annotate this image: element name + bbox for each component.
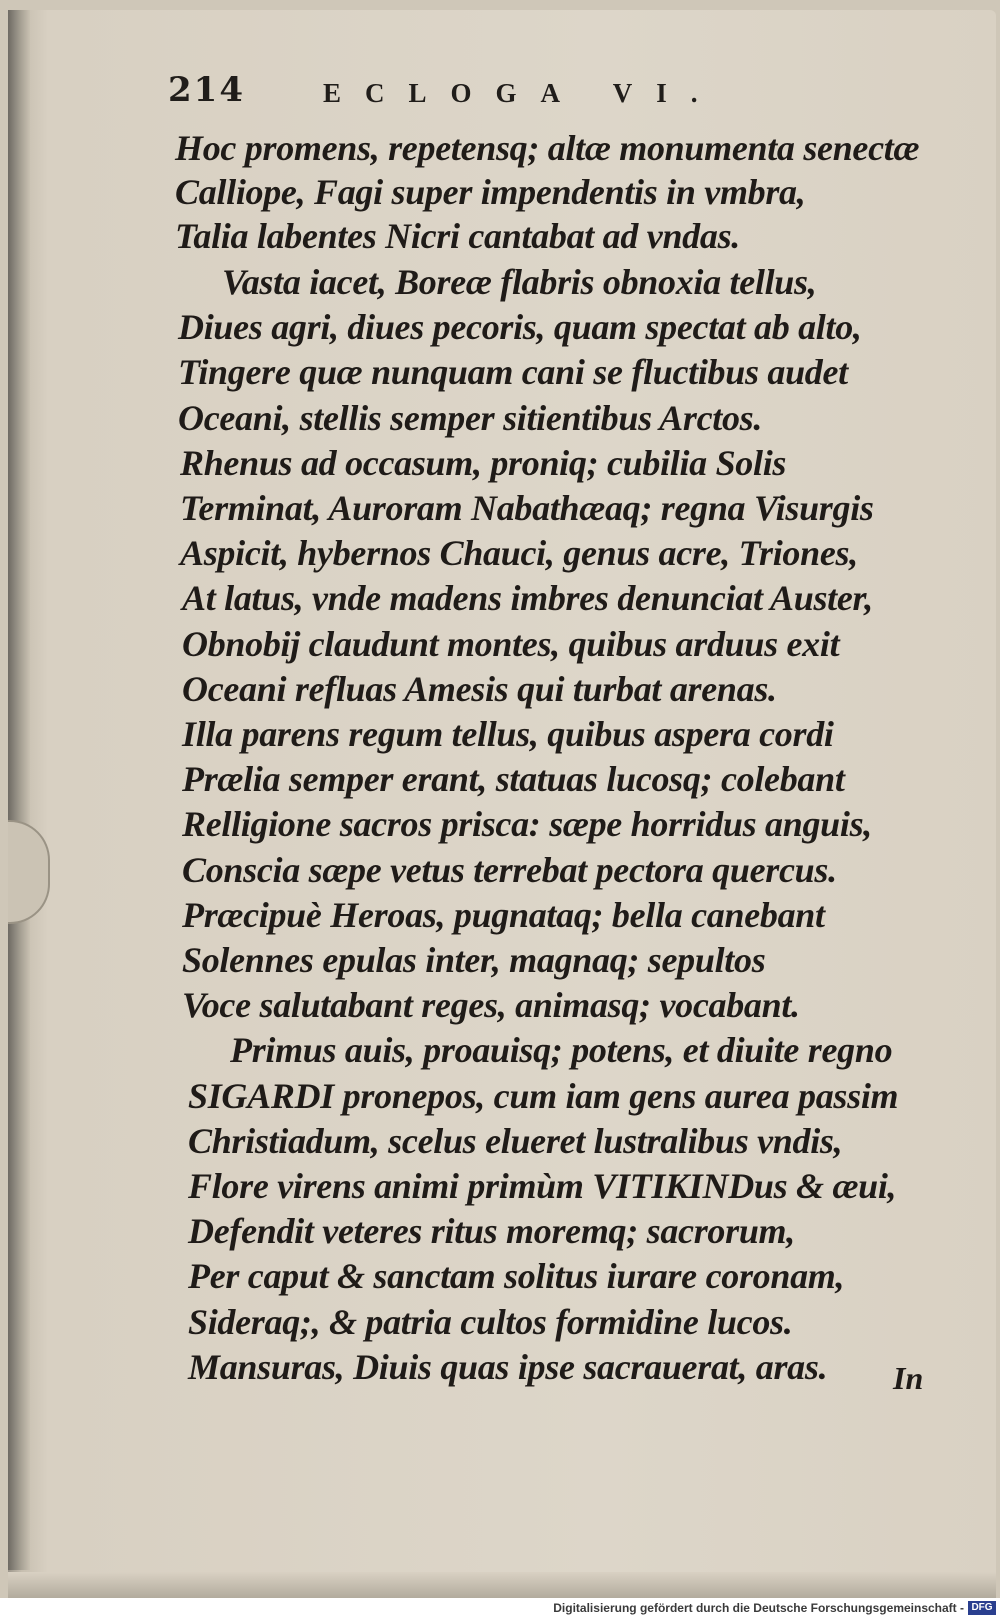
verse-line: Per caput & sanctam solitus iurare coronam,	[188, 1256, 845, 1296]
verse-line: Talia labentes Nicri cantabat ad vndas.	[175, 216, 740, 256]
verse-line: Relligione sacros prisca: sæpe horridus anguis,	[182, 804, 873, 844]
verse-line: Sideraq;, & patria cultos formidine lucos.	[188, 1302, 793, 1342]
verse-line: Vasta iacet, Boreæ flabris obnoxia tellus,	[222, 262, 817, 302]
verse-line: Tingere quæ nunquam cani se fluctibus audet	[178, 352, 848, 392]
page-tab	[8, 820, 50, 924]
verse-line: SIGARDI pronepos, cum iam gens aurea passim	[188, 1076, 899, 1116]
page-bottom-edge	[8, 1572, 996, 1598]
verse-line: Diues agri, diues pecoris, quam spectat ab alto,	[178, 307, 862, 347]
funding-credit: Digitalisierung gefördert durch die Deutsche Forschungsgemeinschaft -	[553, 1601, 964, 1615]
verse-line: Flore virens animi primùm VITIKINDus & æui,	[188, 1166, 897, 1206]
verse-line: Calliope, Fagi super impendentis in vmbra,	[175, 172, 806, 212]
verse-line: Voce salutabant reges, animasq; vocabant.	[182, 985, 800, 1025]
verse-line: Terminat, Auroram Nabathæaq; regna Visurgis	[180, 488, 874, 528]
verse-line: Defendit veteres ritus moremq; sacrorum,	[188, 1211, 795, 1251]
running-title: ECLOGA VI.	[323, 78, 722, 108]
verse-line: Christiadum, scelus elueret lustralibus vndis,	[188, 1121, 843, 1161]
page-header	[168, 70, 928, 116]
verse-line: Obnobij claudunt montes, quibus arduus exit	[182, 624, 840, 664]
verse-line: Mansuras, Diuis quas ipse sacrauerat, aras.	[188, 1347, 828, 1387]
verse-line: Prælia semper erant, statuas lucosq; colebant	[182, 759, 845, 799]
verse-line: Rhenus ad occasum, proniq; cubilia Solis	[180, 443, 787, 483]
verse-line: Primus auis, proauisq; potens, et diuite regno	[230, 1030, 893, 1070]
catchword: In	[893, 1360, 924, 1396]
page-number: 214	[168, 70, 245, 110]
verse-line: Oceani, stellis semper sitientibus Arctos.	[178, 398, 763, 438]
digitization-footer	[0, 1598, 1000, 1620]
verse-line: Solennes epulas inter, magnaq; sepultos	[182, 940, 766, 980]
verse-line: Illa parens regum tellus, quibus aspera cordi	[182, 714, 834, 754]
page-gutter	[8, 10, 30, 1570]
verse-line: Conscia sæpe vetus terrebat pectora quercus.	[182, 850, 837, 890]
verse-line: Præcipuè Heroas, pugnataq; bella canebant	[182, 895, 825, 935]
book-page	[8, 10, 996, 1598]
dfg-logo: DFG	[968, 1601, 996, 1615]
verse-line: Aspicit, hybernos Chauci, genus acre, Triones,	[180, 533, 858, 573]
verse-line: At latus, vnde madens imbres denunciat Auster,	[182, 578, 873, 618]
verse-line: Oceani refluas Amesis qui turbat arenas.	[182, 669, 777, 709]
verse-line: Hoc promens, repetensq; altæ monumenta senectæ	[175, 128, 920, 168]
